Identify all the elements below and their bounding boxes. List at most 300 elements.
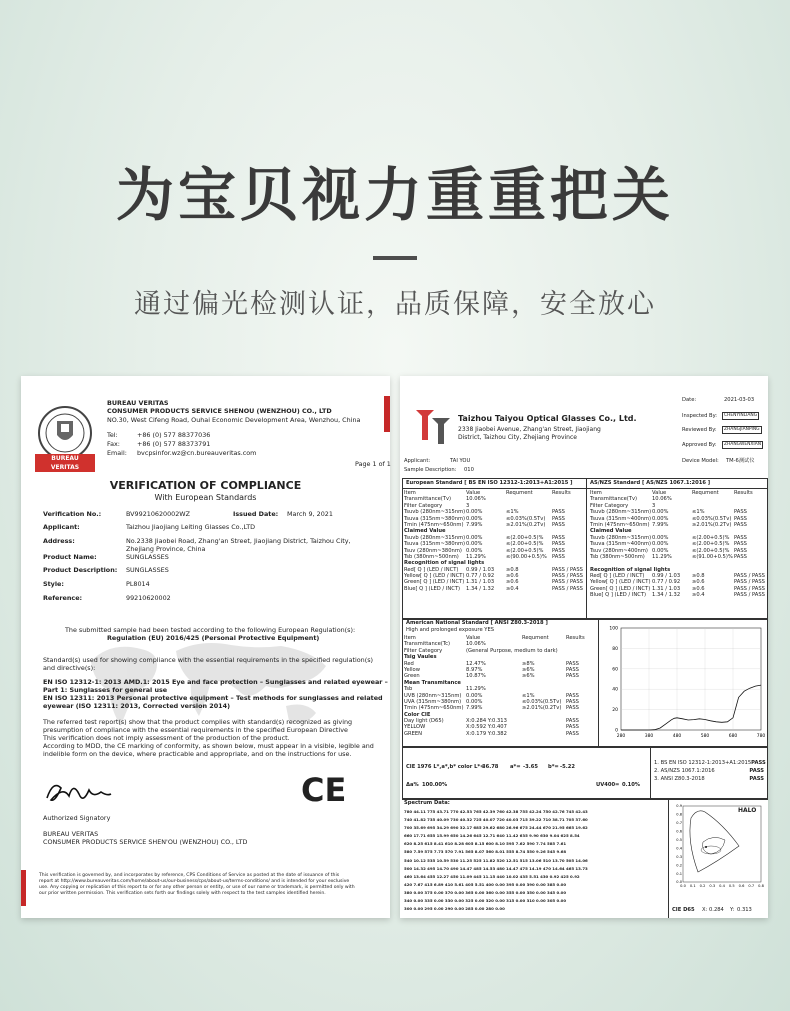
table-cell: ≤(91.00+0.5)%	[692, 553, 733, 560]
cie-y-tick: 0.9	[676, 804, 682, 809]
table-cell: 1.31 / 1.03	[466, 579, 495, 586]
standard-line-1: EN ISO 12312-1: 2013 AMD.1: 2015 Eye and face protection – Sunglasses and related eyewear –	[43, 678, 388, 686]
certificate-heading: VERIFICATION OF COMPLIANCE	[109, 479, 302, 492]
spectrum-row: 700 35.69 695 34.29 690 32.17 685 29.62 680 26.96 675 24.44 670 21.95 665 19.62	[404, 825, 588, 831]
table-cell: PASS / PASS	[734, 592, 765, 599]
cie-x-tick: 0.8	[758, 884, 764, 888]
table-header-cell: Requment	[692, 490, 719, 496]
table-cell: Color CIE	[404, 711, 431, 718]
table-cell: PASS	[552, 509, 565, 516]
table-cell: Claimed Value	[404, 528, 446, 535]
cie-x-tick: 0.2	[699, 884, 706, 888]
field-label-verification: Verification No.:	[43, 510, 102, 518]
table-cell: Tsuva (315nm~380nm)	[404, 541, 466, 548]
compliance-standard: 2. AS/NZS 1067.1:2016	[654, 768, 715, 774]
table-header-cell: Item	[404, 635, 416, 641]
field-value-product-description: SUNGLASSES	[126, 566, 169, 574]
fax-label: Fax:	[107, 440, 120, 448]
table-cell: Tmin (475nm~650nm)	[404, 521, 464, 528]
standard-line-4: eyewear (ISO 12311: 2013, Corrected version 2014)	[43, 702, 230, 710]
table-cell: Transmittance(Tv)	[590, 496, 638, 503]
hero-title: 为宝贝视力重重把关	[115, 161, 674, 229]
standards-intro-2: and directive(s):	[43, 664, 96, 672]
table-cell: PASS	[734, 547, 747, 554]
us-standard-rows	[404, 635, 596, 737]
sample-label: Sample Description:	[404, 467, 457, 473]
table-cell: Claimed Value	[590, 528, 632, 535]
table-cell: ≥8%	[522, 660, 535, 667]
cie-y-tick: 0.7	[676, 821, 682, 826]
table-cell: 7.99%	[652, 521, 669, 528]
table-cell: PASS	[566, 666, 579, 673]
standards-intro-1: Standard(s) used for showing compliance with the essential requirements in the specified regulation(s)	[43, 656, 374, 664]
table-cell: ≥0.4	[692, 592, 705, 599]
table-cell: PASS / PASS	[552, 566, 583, 573]
table-cell: 0.99 / 1.03	[652, 573, 681, 580]
table-cell: Day light (D65)	[404, 718, 444, 725]
table-cell: 10.06%	[466, 641, 486, 648]
table-cell: ≤0.03%(0.5Tv)	[522, 698, 562, 705]
table-cell: Transmittance(Tc)	[404, 641, 450, 648]
table-cell: Tsuv (280nm~400nm)	[590, 547, 648, 554]
spectrum-row: 340 0.00 335 0.00 330 0.00 325 0.00 320 0.00 315 0.00 310 0.00 305 0.00	[404, 898, 567, 904]
tel-value: +86 (0) 577 88377036	[137, 431, 211, 439]
spectrum-row: 780 44.11 775 43.71 770 42.53 765 42.39 760 42.38 755 42.24 750 42.76 745 42.43	[404, 809, 588, 814]
table-cell: 0.00%	[652, 509, 669, 516]
cie-region	[703, 837, 725, 854]
regulation: Regulation (EU) 2016/425 (Personal Protective Equipment)	[107, 634, 320, 642]
table-cell: 0.77 / 0.92	[652, 579, 681, 586]
cie-x-tick: 0.7	[748, 884, 755, 888]
report-address-1: 2338 Jiaobei Avenue, Zhang'an Street, Jiaojiang	[458, 426, 601, 433]
company-name: BUREAU VERITAS	[107, 399, 169, 407]
table-header-cell: Item	[404, 490, 416, 496]
cie-spectral-locus	[690, 811, 739, 872]
table-cell: Tsuvb (280nm~315nm)	[404, 534, 466, 541]
table-header-cell: Value	[466, 635, 481, 641]
table-row	[404, 586, 584, 592]
cie-y-tick: 0.0	[676, 880, 682, 885]
table-cell: PASS / PASS	[734, 579, 765, 586]
table-cell: ≤(2.00+0.5)%	[506, 547, 544, 554]
table-cell: PASS / PASS	[552, 573, 583, 580]
table-divider	[598, 618, 599, 746]
table-cell: 1.34 / 1.32	[652, 592, 681, 599]
table-cell: PASS	[566, 692, 579, 699]
graph-x-tick: 480	[672, 734, 682, 739]
table-cell: Tsb	[404, 686, 413, 693]
table-cell: ≥0.6	[506, 579, 519, 586]
table-cell: ≤(2.00+0.5)%	[692, 541, 730, 548]
table-cell: ≥0.6	[692, 585, 705, 592]
eu-standard-rows	[404, 490, 584, 592]
table-cell: PASS	[566, 673, 579, 680]
table-cell: Red[ Q ] (LED / INCT)	[590, 573, 645, 580]
fine-print-line: use. Any copying or replication of this report to or for any other person or entity, or use of our name or trademark, is permitted only with	[39, 885, 355, 890]
d65-y-label: Y:	[730, 907, 735, 913]
compliance-list	[654, 760, 764, 784]
field-label-style: Style:	[43, 580, 64, 588]
table-cell: 8.97%	[466, 666, 483, 673]
cie-x-tick: 0.3	[709, 884, 716, 888]
fax-value: +86 (0) 577 88373791	[137, 440, 211, 448]
cie-y-tick: 0.2	[676, 863, 682, 868]
graph-x-tick: 580	[700, 734, 710, 739]
table-row	[404, 731, 596, 737]
reviewed-label: Reviewed By:	[682, 427, 717, 433]
cie-a-label: a*=	[510, 764, 521, 770]
table-cell: ≤(2.00+0.5)%	[692, 534, 730, 541]
table-cell: Mean Transmitance	[404, 679, 461, 686]
logo-band-text-1: BUREAU	[51, 455, 79, 462]
table-header-cell: Results	[552, 490, 571, 496]
table-cell: 0.00%	[652, 534, 669, 541]
table-cell: ≤(90.00+0.5)%	[506, 553, 547, 560]
d65-label: CIE D65	[672, 907, 695, 913]
table-cell: 0.99 / 1.03	[466, 566, 495, 573]
graph-y-tick: 80	[612, 646, 618, 652]
uv400-value: 0.10%	[622, 782, 640, 788]
table-cell: Red	[404, 660, 414, 667]
signature-icon	[43, 776, 113, 808]
table-header-cell: Requment	[506, 490, 533, 496]
table-cell: ≥2.01%(0.2Tv)	[522, 705, 562, 712]
table-header-cell: Requment	[522, 635, 549, 641]
cie-y-tick: 0.1	[676, 871, 682, 876]
table-cell: PASS	[566, 705, 579, 712]
compliance-row	[654, 760, 764, 768]
table-cell: Recognition of signal lights	[590, 566, 671, 573]
taiyou-test-report	[400, 376, 768, 918]
cie-y-tick: 0.5	[676, 837, 682, 842]
nz-standard-rows	[590, 490, 766, 599]
table-cell: ≥0.4	[506, 585, 519, 592]
table-cell: Tsuvb (280nm~315nm)	[590, 534, 652, 541]
hero-divider	[373, 256, 417, 260]
applicant-value: TAI YOU	[450, 458, 471, 464]
table-cell: 0.00%	[466, 698, 483, 705]
table-cell: Yellow[ Q ] (LED / INCT)	[404, 573, 465, 580]
table-cell: 3	[652, 502, 656, 509]
table-cell: Tsig Vaules	[404, 654, 437, 661]
spectrum-row: 660 17.71 655 15.99 650 14.26 645 12.71 640 11.42 635 9.90 630 9.04 625 8.54	[404, 833, 580, 839]
compliance-row	[654, 776, 764, 784]
table-cell: PASS	[552, 547, 565, 554]
table-cell: X:0.179 Y:0.382	[466, 730, 507, 737]
field-label-reference: Reference:	[43, 594, 83, 602]
nz-standard-title: AS/NZS Standard [ AS/NZS 1067.1:2016 ]	[590, 480, 711, 486]
compliance-result: PASS	[751, 760, 766, 766]
page-number: Page 1 of 1	[355, 460, 391, 468]
graph-x-tick: 680	[728, 734, 738, 739]
uv400-label: UV400=	[596, 782, 620, 788]
cie-x-tick: 0.1	[689, 884, 696, 888]
date-value: 2021-03-03	[724, 397, 755, 403]
table-cell: 0.00%	[466, 692, 483, 699]
red-edge-mark	[21, 870, 26, 906]
spectrum-data	[404, 808, 588, 913]
red-edge-mark	[384, 396, 390, 432]
table-cell: UVA (315nm~380nm)	[404, 698, 462, 705]
field-value-style: PL8014	[126, 580, 150, 588]
spectrum-row: 580 7.59 575 7.73 570 7.91 565 8.07 560 8.01 555 8.74 550 9.26 545 9.68	[404, 849, 567, 855]
company-address: NO.30, West Cifeng Road, Ouhai Economic Development Area, Wenzhou, China	[107, 416, 361, 424]
table-cell: (General Purpose, medium to dark)	[466, 647, 558, 654]
table-cell: 0.00%	[466, 534, 483, 541]
table-cell: 0.00%	[466, 515, 483, 522]
table-cell: ≥6%	[522, 666, 535, 673]
table-cell: Tmin (475nm~650nm)	[590, 521, 650, 528]
table-cell: YELLOW	[404, 724, 426, 731]
table-cell: Green	[404, 673, 420, 680]
approved-label: Approved By:	[682, 442, 717, 448]
us-standard-title: American National Standard [ ANSI Z80.3-2018 ]	[406, 620, 548, 626]
sample-value: 010	[464, 467, 474, 473]
table-cell: ≤1%	[692, 509, 705, 516]
spectrum-title: Spectrum Data:	[404, 800, 450, 806]
cie-chromaticity-diagram	[673, 802, 765, 892]
footer-company-2: CONSUMER PRODUCTS SERVICE SHEN'OU (WENZHOU) CO., LTD	[43, 838, 248, 846]
table-cell: Tsuv (280nm~380nm)	[404, 547, 462, 554]
body-line-3: This verification does not imply assessment of the production of the product.	[43, 734, 290, 742]
fine-print-line: our prior written permission. This verification sets forth our findings solely with respect to the test samples identified herein.	[39, 891, 326, 896]
field-value-product-name: SUNGLASSES	[126, 553, 169, 561]
table-cell: 1.31 / 1.03	[652, 585, 681, 592]
table-cell	[522, 731, 566, 737]
approved-value: ZHANGWENXIAN	[722, 441, 763, 449]
cie-frame	[683, 806, 761, 882]
spectrum-row: 620 8.25 615 8.41 610 8.28 605 8.15 600 8.10 595 7.62 590 7.74 585 7.61	[404, 841, 567, 847]
cie-x-tick: 0.4	[719, 884, 725, 888]
report-address-2: District, Taizhou City, Zhejiang Province	[458, 434, 577, 441]
table-row	[590, 592, 766, 598]
field-label-applicant: Applicant:	[43, 523, 80, 531]
field-value-verification: BV99210620002WZ	[126, 510, 190, 518]
cie-color-label: CIE 1976 L*,a*,b* color L*=	[406, 764, 485, 770]
compliance-standard: 3. ANSI Z80.3-2018	[654, 776, 705, 782]
table-divider	[402, 798, 767, 799]
table-cell: ≤(2.00+0.5)%	[692, 547, 730, 554]
spectrum-row: 380 0.00 375 0.00 370 0.00 365 0.00 360 0.00 355 0.00 350 0.00 345 0.00	[404, 889, 567, 895]
email-label: Email:	[107, 449, 127, 457]
compliance-row	[654, 768, 764, 776]
cie-x-tick: 0.6	[738, 884, 745, 888]
table-cell: ≥6%	[522, 673, 535, 680]
compliance-result: PASS	[749, 776, 764, 782]
transmittance-graph	[601, 622, 767, 740]
table-header-cell: Results	[734, 490, 753, 496]
table-cell: Tsb (380nm~500nm)	[590, 553, 645, 560]
table-cell: ≥0.8	[692, 573, 705, 580]
table-header-cell: Item	[590, 490, 602, 496]
taiyou-logo-icon	[414, 406, 452, 446]
us-standard-subtitle: High and prolonged exposure YES	[406, 627, 495, 633]
table-cell: PASS	[552, 553, 565, 560]
field-value-address-line2: Zhejiang Province, China	[126, 545, 206, 553]
d65-x-label: X:	[702, 907, 708, 913]
field-label-address: Address:	[43, 537, 75, 545]
table-cell: ≤(2.00+0.5)%	[506, 541, 544, 548]
graph-y-tick: 20	[612, 708, 618, 714]
table-cell: Tsuva (315nm~400nm)	[590, 515, 652, 522]
issued-date-value: March 9, 2021	[287, 510, 333, 518]
table-cell: ≤1%	[506, 509, 519, 516]
table-cell: 0.00%	[652, 515, 669, 522]
email-value: bvcpsinfor.wz@cn.bureauveritas.com	[137, 449, 257, 457]
table-cell: 0.00%	[652, 541, 669, 548]
footer-company-1: BUREAU VERITAS	[43, 830, 99, 838]
table-cell: UVB (280nm~315nm)	[404, 692, 462, 699]
body-line-1: The referred test report(s) show that the product complies with standard(s) recognized as giving	[43, 718, 353, 726]
cie-y-tick: 0.8	[676, 812, 682, 817]
report-company: Taizhou Taiyou Optical Glasses Co., Ltd.	[458, 414, 637, 423]
table-cell: Tsuva (315nm~380nm)	[404, 515, 466, 522]
field-label-product-description: Product Description:	[43, 566, 118, 574]
table-cell: PASS	[566, 730, 579, 737]
graph-x-tick: 780	[756, 734, 766, 739]
table-cell: 0.77 / 0.92	[466, 573, 495, 580]
d65-x-value: 0.284	[709, 907, 724, 913]
table-header-cell: Value	[466, 490, 481, 496]
table-cell: Tsb (380nm~500nm)	[404, 553, 459, 560]
spectrum-row: 500 14.32 495 14.70 490 14.47 485 14.53 480 14.47 475 14.19 470 14.64 465 13.73	[404, 865, 588, 871]
graph-y-tick: 0	[615, 728, 618, 734]
table-cell: PASS	[734, 515, 747, 522]
table-cell: PASS	[566, 718, 579, 725]
graph-y-tick: 100	[609, 626, 618, 632]
table-cell: ≥0.6	[506, 573, 519, 580]
ce-mark: CE	[301, 771, 347, 809]
table-cell: PASS	[734, 521, 747, 528]
table-cell: ≤(2.00+0.5)%	[506, 534, 544, 541]
table-divider	[668, 798, 669, 918]
table-cell: 10.87%	[466, 673, 486, 680]
table-cell: PASS	[734, 534, 747, 541]
logo-band	[35, 454, 95, 472]
table-cell: 0.00%	[466, 509, 483, 516]
graph-frame	[621, 628, 761, 730]
spectrum-row: 460 13.64 455 12.27 450 11.09 445 11.15 440 10.02 435 5.51 430 0.92 425 0.92	[404, 873, 580, 879]
graph-x-tick: 280	[616, 734, 626, 739]
table-cell: Tmin (475nm~650nm)	[404, 705, 464, 712]
table-cell: Recognition of signal lights	[404, 560, 485, 567]
body-line-4: According to MDD, the CE marking of conformity, as shown below, must appear in a visible, legible and	[43, 742, 374, 750]
table-cell: 7.99%	[466, 521, 483, 528]
fine-print	[39, 873, 355, 897]
table-cell: 10.06%	[652, 496, 672, 503]
table-cell: PASS	[552, 515, 565, 522]
table-cell: PASS	[734, 553, 747, 560]
table-cell: PASS	[566, 724, 579, 731]
regulation-intro: The submitted sample had been tested according to the following European Regulation(s):	[65, 626, 356, 634]
table-cell: ≤1%	[522, 692, 535, 699]
graph-y-tick: 40	[612, 687, 618, 693]
table-cell: PASS	[552, 541, 565, 548]
company-division: CONSUMER PRODUCTS SERVICE SHENOU (WENZHOU) CO., LTD	[107, 407, 332, 415]
table-cell: X:0.592 Y:0.407	[466, 724, 507, 731]
table-cell: ≥2.01%(0.2Tv)	[692, 521, 732, 528]
table-cell: 7.99%	[466, 705, 483, 712]
table-cell: 12.47%	[466, 660, 486, 667]
bureau-veritas-certificate	[21, 376, 390, 918]
table-cell: ≤0.03%(0.5Tv)	[506, 515, 546, 522]
halo-label: HALO	[738, 807, 757, 814]
table-cell: 11.29%	[466, 686, 486, 693]
cie-b-label: b*=	[548, 764, 559, 770]
applicant-label: Applicant:	[404, 458, 431, 464]
compliance-result: PASS	[749, 768, 764, 774]
device-value: TM-6测试仪	[726, 458, 755, 464]
table-cell: Blue[ Q ] (LED / INCT)	[404, 585, 461, 592]
table-cell: Yellow[ Q ] (LED / INCT)	[590, 579, 651, 586]
logo-band-text-2: VERITAS	[50, 464, 80, 471]
table-cell: 3	[466, 502, 470, 509]
table-cell: Filter Category	[404, 502, 443, 509]
field-value-reference: 99210620002	[126, 594, 171, 602]
field-value-address: No.2338 Jiaobei Road, Zhang'an Street, Jiaojiang District, Taizhou City,	[126, 537, 351, 545]
table-cell: PASS	[734, 541, 747, 548]
table-cell: GREEN	[404, 730, 423, 737]
cie-y-tick: 0.3	[676, 854, 682, 859]
authorized-signatory: Authorized Signatory	[43, 814, 111, 822]
field-value-applicant: Taizhou Jiaojiang Leiting Glasses Co.,LTD	[126, 523, 256, 531]
spectrum-row: 740 41.82 735 40.09 730 40.32 725 40.07 720 40.03 715 39.22 710 38.71 705 37.60	[404, 817, 588, 823]
table-cell: PASS	[566, 698, 579, 705]
date-label: Date:	[682, 397, 697, 403]
d65-y-value: 0.313	[737, 907, 752, 913]
table-cell: 0.00%	[652, 547, 669, 554]
table-cell: PASS	[566, 660, 579, 667]
table-cell: 1.34 / 1.32	[466, 585, 495, 592]
device-label: Device Model:	[682, 458, 719, 464]
spectrum-row: 300 0.00 295 0.00 290 0.00 285 0.00 280 0.00	[404, 906, 505, 912]
cie-d65-point	[705, 846, 707, 848]
table-cell: Blue[ Q ] (LED / INCT)	[590, 592, 647, 599]
issued-date-label: Issued Date:	[233, 510, 279, 518]
tel-label: Tel:	[107, 431, 118, 439]
table-cell: 11.29%	[466, 553, 486, 560]
cie-x-tick: 0.5	[728, 884, 735, 888]
table-cell: Yellow	[404, 666, 420, 673]
body-line-5: indelible form on the device, where practicable and appropriate, and on the instructions for use.	[43, 750, 352, 758]
table-cell: PASS	[734, 509, 747, 516]
table-cell: Tsuvb (280nm~315nm)	[404, 509, 466, 516]
table-cell: Tsuva (315nm~400nm)	[590, 541, 652, 548]
table-header-cell: Value	[652, 490, 667, 496]
standard-line-2: Part 1: Sunglasses for general use	[43, 686, 168, 694]
table-cell: Green[ Q ] (LED / INCT)	[590, 585, 651, 592]
table-cell: X:0.284 Y:0.313	[466, 718, 507, 725]
table-cell: 0.00%	[466, 541, 483, 548]
ar-label: Δa%	[406, 782, 419, 788]
table-cell: Green[ Q ] (LED / INCT)	[404, 579, 465, 586]
table-cell: ≤0.03%(0.5Tv)	[692, 515, 732, 522]
table-cell: PASS	[552, 521, 565, 528]
hero-subtitle: 通过偏光检测认证，品质保障，安全放心	[134, 289, 656, 320]
certificate-subheading: With European Standards	[154, 493, 257, 502]
table-cell: Transmittance(Tv)	[404, 496, 452, 503]
body-line-2: presumption of compliance with the essential requirements in the specified European Directive	[43, 726, 348, 734]
cie-y-tick: 0.6	[676, 829, 682, 834]
table-cell: PASS / PASS	[734, 585, 765, 592]
table-cell: ≥2.01%(0.2Tv)	[506, 521, 546, 528]
table-divider	[402, 488, 767, 489]
inspected-value: CHENYINLIANG	[722, 412, 759, 420]
table-cell: 11.29%	[652, 553, 672, 560]
table-cell: Filter Category	[404, 647, 443, 654]
table-cell: PASS / PASS	[552, 579, 583, 586]
table-cell: PASS / PASS	[552, 585, 583, 592]
